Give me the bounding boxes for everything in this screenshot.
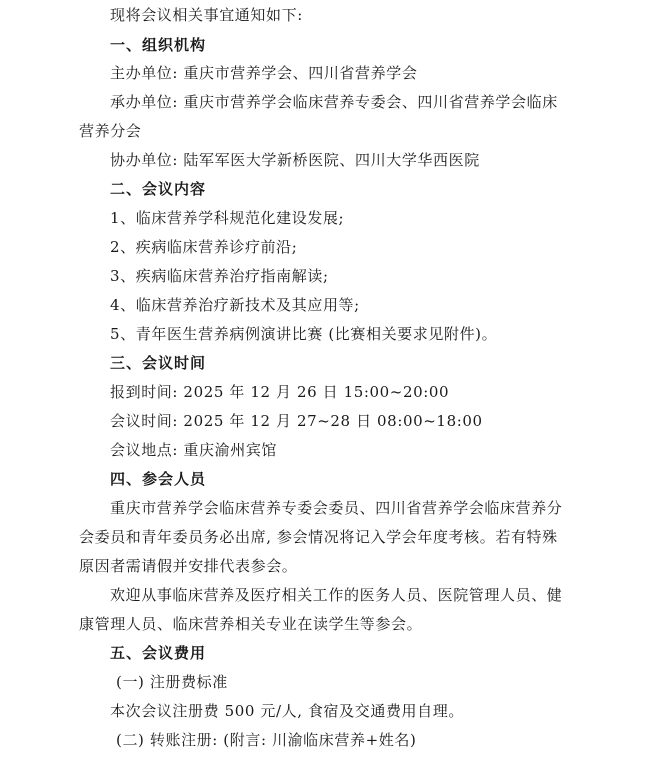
venue-text: 会议地点: 重庆渝州宾馆 [110,441,278,459]
attendees-paragraph-1-line-2: 会委员和青年委员务必出席, 参会情况将记入学会年度考核。若有特殊 [79,528,558,546]
meeting-time-text: 会议时间: 2025 年 12 月 27~28 日 08:00~18:00 [110,412,483,430]
section-heading-fees: 五、会议费用 [110,644,207,662]
organizer-unit-text-cont: 营养分会 [79,122,142,140]
content-item-3: 3、疾病临床营养治疗指南解读; [110,267,329,285]
content-item-1: 1、临床营养学科规范化建设发展; [110,209,345,227]
content-item-4: 4、临床营养治疗新技术及其应用等; [110,296,360,314]
attendees-paragraph-2-line-2: 康管理人员、临床营养相关专业在读学生等参会。 [79,615,423,633]
attendees-paragraph-2-line-1: 欢迎从事临床营养及医疗相关工作的医务人员、医院管理人员、健 [110,586,563,604]
fee-description-text: 本次会议注册费 500 元/人, 食宿及交通费用自理。 [110,702,464,720]
section-heading-time: 三、会议时间 [110,354,207,372]
fee-subheading-transfer: (二) 转账注册: (附言: 川渝临床营养+姓名) [116,731,417,749]
checkin-time-text: 报到时间: 2025 年 12 月 26 日 15:00~20:00 [110,383,450,401]
attendees-paragraph-1-line-1: 重庆市营养学会临床营养专委会委员、四川省营养学会临床营养分 [110,499,563,517]
attendees-paragraph-1-line-3: 原因者需请假并安排代表参会。 [79,557,298,575]
section-heading-content: 二、会议内容 [110,180,207,198]
content-item-5: 5、青年医生营养病例演讲比赛 (比赛相关要求见附件)。 [110,325,498,343]
intro-text: 现将会议相关事宜通知如下: [110,6,303,24]
section-heading-organization: 一、组织机构 [110,36,207,54]
section-heading-attendees: 四、参会人员 [110,470,207,488]
organizer-unit-text: 承办单位: 重庆市营养学会临床营养专委会、四川省营养学会临床 [110,93,558,111]
host-unit-text: 主办单位: 重庆市营养学会、四川省营养学会 [110,64,418,82]
co-organizer-unit-text: 协办单位: 陆军军医大学新桥医院、四川大学华西医院 [110,151,480,169]
content-item-2: 2、疾病临床营养诊疗前沿; [110,238,298,256]
fee-subheading-registration: (一) 注册费标准 [116,673,228,691]
